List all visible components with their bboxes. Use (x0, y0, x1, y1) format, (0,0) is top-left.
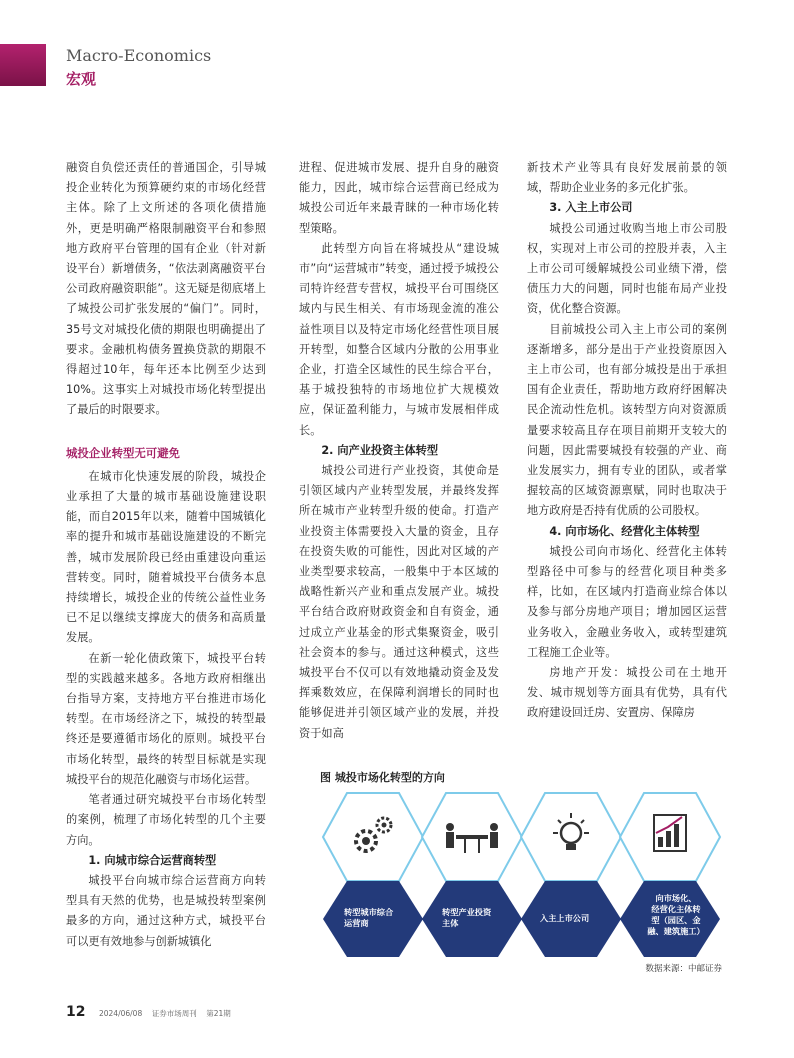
figure-source: 数据来源：中邮证券 (645, 964, 722, 974)
meeting-icon (422, 793, 522, 881)
paragraph: 新技术产业等具有良好发展前景的领域，帮助企业业务的多元化扩张。 (527, 161, 727, 195)
subheading: 3. 入主上市公司 (549, 201, 633, 215)
paragraph: 在城市化快速发展的阶段，城投企业承担了大量的城市基础设施建设职能，而自2015年以来，随着中国城镇化率的提升和城市基础设施建设的不断完善，城市发展阶段已经由重建设向重运营转变。同时，随着城投平台债务本息持续增长，城投企业的传统公益性业务已不足以继续支撑庞大的债务和高质量发展。 (66, 469, 266, 645)
hex-label: 向市场化、 经营化主体转 型（园区、金 融、建筑施工） (647, 893, 705, 936)
section-title-en: Macro-Economics (66, 46, 212, 65)
hex-label: 转型城市综合 运营商 (344, 907, 394, 928)
paragraph: 房地产开发：城投公司在土地开发、城市规划等方面具有优势，具有代政府建设回迁房、安置房、保障房 (527, 666, 727, 720)
issue-number: 第21期 (206, 1009, 231, 1018)
figure-panel (320, 789, 724, 959)
bar-chart-icon (620, 793, 720, 881)
paragraph: 城投公司通过收购当地上市公司股权，实现对上市公司的控股并表，入主上市公司可缓解城投公司业绩下滑，偿债压力大的问题，同时也能布局产业投资，优化整合资源。 (527, 221, 727, 316)
figure (312, 765, 732, 985)
subheading: 1. 向城市综合运营商转型 (88, 853, 217, 867)
paragraph: 笔者通过研究城投平台市场化转型的案例，梳理了市场化转型的几个主要方向。 (66, 793, 266, 847)
paragraph: 城投公司进行产业投资，其使命是引领区域内产业转型发展，并最终发挥所在城市产业转型升级的使命。打造产业投资主体需要投入大量的资金，且存在投资失败的可能性，因此对区域的产业类型要求较高，一般集中于本区域的战略性新兴产业和重点发展产业。城投平台结合政府财政资金和自有资金，通过成立产业基金的形式集聚资金，吸引社会资本的参与。通过这种模式，这些城投平台不仅可以有效地撬动资金及发挥乘数效应，在保障利润增长的同时也能够促进并引领区域产业的发展，并投资于如高 (299, 464, 499, 740)
subheading: 4. 向市场化、经营化主体转型 (549, 524, 700, 538)
paragraph: 此转型方向旨在将城投从“建设城市”向“运营城市”转变，通过授予城投公司特许经营专营权，城投平台可围绕区域内与民生相关、有市场现金流的准公益性项目以及特定市场化经营性项目展开转型，如整合区域内分散的公用事业企业，打造全区域性的民生综合平台，基于城投独特的市场地位扩大规模效应，保证盈利能力，与城市发展相伴成长。 (299, 241, 499, 437)
section-heading: 城投企业转型无可避免 (66, 445, 180, 460)
text-column-1 (66, 158, 266, 952)
text-column-2 (299, 158, 499, 744)
paragraph: 融资自负偿还责任的普通国企，引导城投企业转化为预算硬约束的市场化经营主体。除了上文所述的各项化债措施外，更是明确严格限制融资平台和参照地方政府平台管理的国有企业（针对新设平台）新增债务，“依法剥离融资平台公司政府融资职能”。这无疑是彻底堵上了城投公司扩张发展的“偏门”。同时，35号文对城投化债的期限也明确提出了要求。金融机构债务置换贷款的期限不得超过10年，每年还本比例至少达到10%。这事实上对城投市场化转型提出了最后的时限要求。 (66, 161, 266, 417)
paragraph: 城投公司向市场化、经营化主体转型路径中可参与的经营化项目种类多样，比如，在区域内打造商业综合体以及参与部分房地产项目；增加园区运营业务收入，金融业务收入，或转型建筑工程施工企业等。 (527, 544, 727, 659)
section-title-cn: 宏观 (66, 70, 97, 88)
subheading: 2. 向产业投资主体转型 (321, 443, 439, 457)
hex-label: 入主上市公司 (540, 913, 590, 923)
page-footer (66, 1004, 237, 1020)
page-number: 12 (66, 1004, 86, 1020)
magazine-name: 证券市场周刊 (151, 1009, 197, 1018)
issue-date: 2024/06/08 (98, 1009, 143, 1018)
paragraph: 目前城投公司入主上市公司的案例逐渐增多，部分是出于产业投资原因入主上市公司，也有部分城投是出于承担国有企业责任，帮助地方政府纾困解决民企流动性危机。该转型方向对资源质量要求较高且存在项目前期开支较大的问题，因此需要城投有较强的产业、商业发展实力，拥有专业的团队，或者掌握较高的区域资源禀赋，同时也取决于地方政府是否持有优质的公司股权。 (527, 322, 727, 518)
paragraph: 在新一轮化债政策下，城投平台转型的实践越来越多。各地方政府相继出台指导方案，支持地方平台推进市场化转型。在市场经济之下，城投的转型最终还是要遵循市场化的原则。城投平台市场化转型，最终的转型目标就是实现城投平台的规范化融资与市场化运营。 (66, 651, 266, 786)
paragraph: 进程、促进城市发展、提升自身的融资能力，因此，城市综合运营商已经成为城投公司近年来最青睐的一种市场化转型策略。 (299, 161, 499, 235)
lightbulb-icon (521, 793, 621, 881)
hex-label: 转型产业投资 主体 (442, 907, 492, 928)
header-accent-bar (0, 44, 46, 86)
text-column-3 (527, 158, 727, 724)
figure-title: 图 城投市场化转型的方向 (320, 771, 445, 784)
gears-icon (323, 793, 423, 881)
paragraph: 城投平台向城市综合运营商方向转型具有天然的优势，也是城投转型案例最多的方向，通过这种方式，城投平台可以更有效地参与创新城镇化 (66, 873, 266, 948)
